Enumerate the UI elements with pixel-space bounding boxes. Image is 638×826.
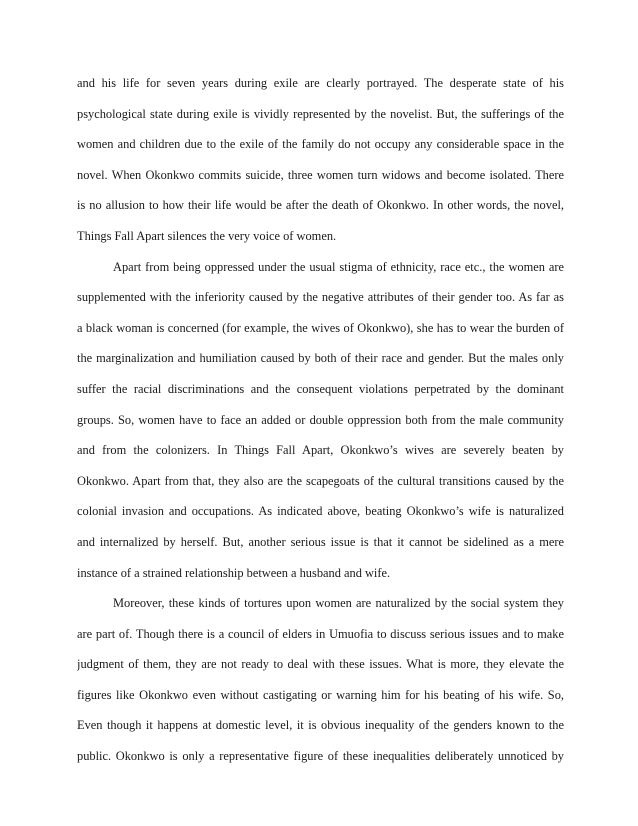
text-line: Okonkwo. Apart from that, they also are the scapegoats of the cultural transitions caused by the bbox=[77, 473, 564, 488]
body-text bbox=[77, 68, 564, 772]
text-line: figures like Okonkwo even without castigating or warning him for his beating of his wife. So, bbox=[77, 687, 564, 702]
text-line: is no allusion to how their life would be after the death of Okonkwo. In other words, the novel, bbox=[77, 198, 564, 213]
text-line: and internalized by herself. But, another serious issue is that it cannot be sidelined as a mere bbox=[77, 534, 564, 549]
text-line: are part of. Though there is a council of elders in Umuofia to discuss serious issues and to make bbox=[77, 626, 564, 641]
text-line: the marginalization and humiliation caused by both of their race and gender. But the males only bbox=[77, 351, 564, 366]
text-line: groups. So, women have to face an added or double oppression both from the male community bbox=[77, 412, 564, 427]
text-line: novel. When Okonkwo commits suicide, three women turn widows and become isolated. There bbox=[77, 167, 564, 182]
text-line: judgment of them, they are not ready to deal with these issues. What is more, they elevate the bbox=[77, 657, 564, 672]
text-line: and his life for seven years during exile are clearly portrayed. The desperate state of his bbox=[77, 76, 564, 90]
text-line: colonial invasion and occupations. As indicated above, beating Okonkwo’s wife is naturalized bbox=[77, 504, 564, 519]
text-line: Even though it happens at domestic level, it is obvious inequality of the genders known to the bbox=[77, 718, 564, 733]
text-line: instance of a strained relationship between a husband and wife. bbox=[77, 565, 391, 580]
text-line: supplemented with the inferiority caused by the negative attributes of their gender too. As far as bbox=[77, 290, 564, 305]
text-line: women and children due to the exile of the family do not occupy any considerable space in the bbox=[77, 137, 564, 152]
text-line: a black woman is concerned (for example, the wives of Okonkwo), she has to wear the burden of bbox=[77, 320, 564, 335]
text-line: Moreover, these kinds of tortures upon women are naturalized by the social system they bbox=[113, 596, 564, 611]
text-line: and from the colonizers. In Things Fall Apart, Okonkwo’s wives are severely beaten by bbox=[77, 443, 564, 458]
text-line: suffer the racial discriminations and the consequent violations perpetrated by the dominant bbox=[77, 381, 564, 396]
text-line: Apart from being oppressed under the usual stigma of ethnicity, race etc., the women are bbox=[113, 259, 564, 274]
text-line: Things Fall Apart silences the very voice of women. bbox=[77, 228, 337, 243]
paragraph-3 bbox=[77, 588, 564, 772]
text-line: public. Okonkwo is only a representative figure of these inequalities deliberately unnoticed by bbox=[77, 749, 564, 764]
paragraph-1 bbox=[77, 68, 564, 252]
text-line: psychological state during exile is vividly represented by the novelist. But, the sufferings of the bbox=[77, 106, 564, 121]
paragraph-2 bbox=[77, 252, 564, 589]
